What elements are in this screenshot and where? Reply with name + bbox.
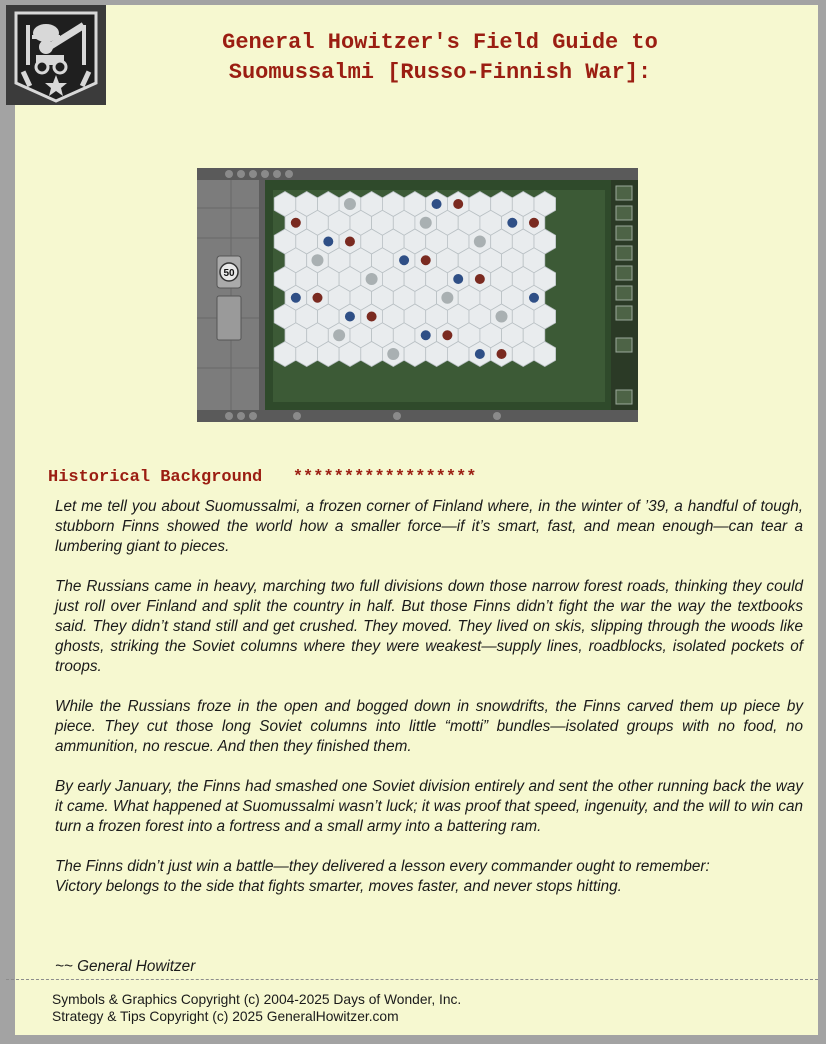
footer-divider — [6, 979, 818, 980]
left-rail — [6, 105, 15, 1035]
hex-grid — [274, 192, 555, 367]
paragraph: By early January, the Finns had smashed one Soviet division entirely and sent the other running back the way it came. What happened at Suomussalmi wasn’t luck; it was proof that speed, ingenuity, and the will to win can turn a frozen forest into a fortress and a small army into a battering ram. — [55, 778, 803, 835]
page-title-line-1: General Howitzer's Field Guide to — [222, 30, 658, 55]
page-title — [120, 28, 760, 88]
copyright-line-2: Strategy & Tips Copyright (c) 2025 GeneralHowitzer.com — [52, 1009, 399, 1024]
article-body — [55, 497, 803, 917]
section-heading-stars: ****************** — [292, 468, 477, 487]
section-heading — [48, 468, 477, 487]
section-heading-text: Historical Background — [48, 468, 263, 487]
paragraph: The Russians came in heavy, marching two full divisions down those narrow forest roads, thinking they could just roll over Finland and split the country in half. But those Finns didn’t fight the war the way the textbooks said. They didn’t stand still and get crushed. They moved. They lived on skis, slipping through the woods like ghosts, striking the Soviet columns where they were weakest—supply lines, roadblocks, isolated pockets of troops. — [55, 578, 803, 675]
paragraph: While the Russians froze in the open and bogged down in snowdrifts, the Finns carved them up piece by piece. They cut those long Soviet columns into little “motti” bundles—isolated groups with no food, no ammunition, no rescue. And then they finished them. — [55, 698, 803, 755]
paragraph: Let me tell you about Suomussalmi, a frozen corner of Finland where, in the winter of ’39, a handful of tough, stubborn Finns showed the world how a smaller force—if it’s smart, fast, and mean enough—can tear a lumbering giant to pieces. — [55, 498, 803, 555]
signature: ~~ General Howitzer — [55, 958, 196, 975]
paragraph: Victory belongs to the side that fights smarter, moves faster, and never stops hitting. — [55, 878, 622, 895]
turn-counter-label: 50 — [223, 268, 235, 279]
paragraph: The Finns didn’t just win a battle—they delivered a lesson every commander ought to remember: — [55, 858, 710, 875]
copyright-footer — [52, 991, 461, 1025]
page-title-line-2: Suomussalmi [Russo-Finnish War]: — [228, 60, 652, 85]
copyright-line-1: Symbols & Graphics Copyright (c) 2004-2025 Days of Wonder, Inc. — [52, 992, 462, 1007]
game-board-screenshot — [197, 168, 638, 422]
howitzer-badge-icon — [6, 5, 106, 105]
